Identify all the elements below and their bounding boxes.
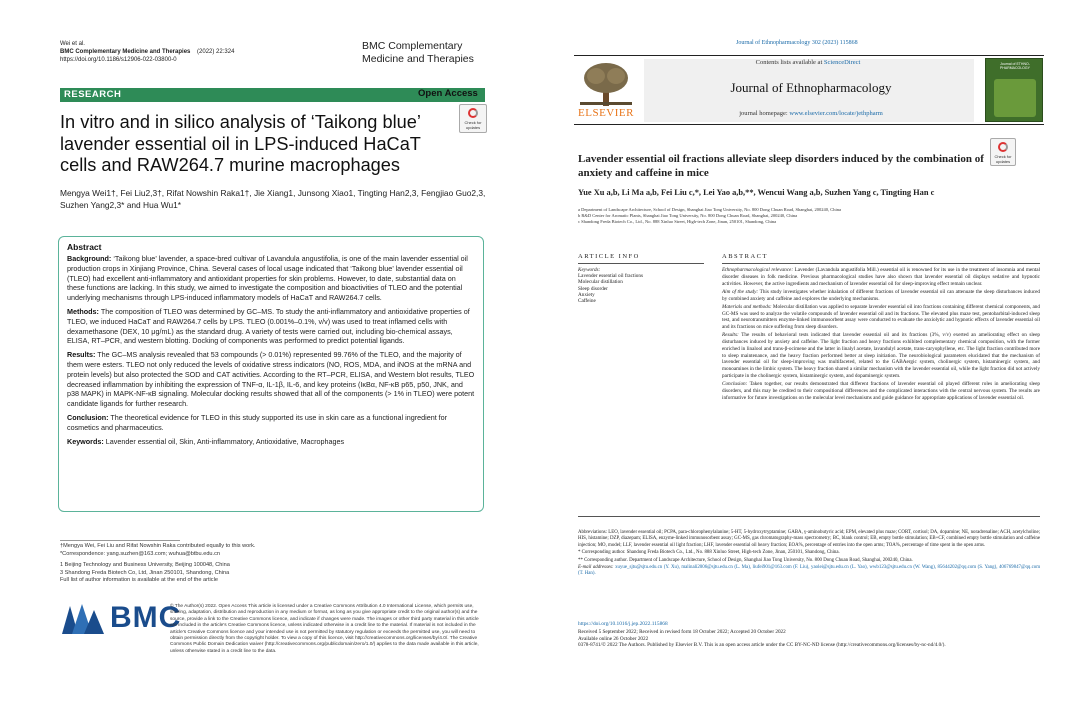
check-for-updates-badge[interactable] bbox=[990, 138, 1016, 166]
abstract-results: Results: The GC–MS analysis revealed that 53 compounds (> 0.01%) represented 99.76% of the TLEO, and the majority of them were esters. TLEO not only reduced the levels of oxidative stress indicators (NO, ROS, MDA, and iNOS at the mRNA and protein levels) but also protected the SOD and CAT activities. According to the RT–PCR, ELISA, and Western blot results, TLEO decreased inflammation by inhibiting the expression of TNF-α, IL-1β, IL-6, and key proteins (IκBα, NF-κB p65, p50, JNK, and p38 MAPK) in MAPK-NF-κB signaling. Molecular docking results showed that all of the components (> 1% in TLEO) were potent candidate ligands for further research. bbox=[67, 350, 475, 409]
abstract-methods: Methods: The composition of TLEO was determined by GC–MS. To study the anti-inflammatory and antioxidative properties of TLEO, we induced HaCaT and RAW264.7 cells by LPS. TLEO (0.001%–0.1%, v/v) was used to treat inflamed cells with dexamethasone (DEX, 10 μg/mL) as the standard drug. A variety of tests were carried out, including bio-chemical assays, ELISA, RT–PCR, and western blotting. Docking of components was performed to predict potential ligands. bbox=[67, 306, 470, 346]
affiliation-c: c Shandong Freda Biotech Co., Ltd., No. 888 Xinluo Street, High-tech Zone, Jinan, 250101, Shandong, China bbox=[578, 219, 777, 225]
elsevier-wordmark: ELSEVIER bbox=[578, 107, 634, 119]
abstract-relevance: Ethnopharmacological relevance: Lavender (Lavandula angustifolia Mill.) essential oil is renowned for its use in the treatment of insomnia and mental disorder diseases in folk medicine. Previous pharmacological studies have also shown that lavender essential oil displays sedative and hypnotic activities. However, the active ingredients and mechanism of lavender essential oil for sleep-improving effect remain unclear. bbox=[722, 267, 1040, 287]
corresponding-author-1: * Corresponding author. Shandong Freda Biotech Co., Ltd., No. 888 Xinluo Street, High-tech Zone, Jinan, 250101, Shandong, China. bbox=[578, 550, 840, 556]
author-list: Yue Xu a,b, Li Ma a,b, Fei Liu c,*, Lei Yao a,b,**, Wencui Wang a,b, Suzhen Yang c, Tingting Han c bbox=[578, 188, 935, 197]
abstract-methods: Materials and methods: Molecular distillation was applied to separate lavender essential oil into fractions containing different chemical components, and GC-MS was used to analyze the volatile compounds of lavender essential oil and its fractions. The elevated plus maze test, pentobarbital-induced sleep test, and neurotransmitters enzyme-linked immunosorbent assay were conducted to evaluate the anxiolytic and hypnotic effects of lavender essential oil and its fractions on mice suffering from sleep disorders. bbox=[722, 303, 1040, 330]
footnote-affil-1: 1 Beijing Technology and Business University, Beijing 100048, China bbox=[60, 562, 230, 569]
check-for-updates-badge[interactable] bbox=[459, 104, 487, 133]
keywords-heading: Keywords: bbox=[578, 267, 601, 273]
elsevier-article-page bbox=[538, 0, 1076, 717]
open-access-label: Open Access bbox=[418, 88, 478, 99]
abstract-keywords: Keywords: Lavender essential oil, Skin, Anti-inflammatory, Antioxidative, Macrophages bbox=[67, 436, 345, 446]
footnote-correspondence: *Correspondence: yang.suzhen@163.com; wuhua@btbu.edu.cn bbox=[60, 550, 221, 557]
journal-homepage-line bbox=[646, 110, 976, 117]
cover-title: Journal of ETHNO-PHARMACOLOGY bbox=[1000, 62, 1030, 71]
check-updates-icon bbox=[468, 108, 478, 118]
article-title: In vitro and in silico analysis of ‘Taikong blue’ lavender essential oil in LPS-induced HaCaT cells and RAW264.7 murine macrophages bbox=[60, 112, 421, 175]
sciencedirect-link[interactable]: ScienceDirect bbox=[823, 59, 861, 66]
article-meta bbox=[60, 40, 234, 64]
footnote-rule bbox=[60, 540, 180, 541]
meta-volume: (2022) 22:324 bbox=[197, 49, 235, 55]
journal-name: BMC Complementary Medicine and Therapies bbox=[362, 40, 474, 65]
article-title: Lavender essential oil fractions alleviate sleep disorders induced by the combination of anxiety and caffeine in mice bbox=[578, 153, 984, 179]
affiliations bbox=[578, 207, 1028, 226]
affiliation-b: b R&D Center for Aromatic Plants, Shanghai Jiao Tong University, No. 800 Dong Chuan Road, Shanghai, 200240, China bbox=[578, 213, 798, 219]
email-addresses: E-mail addresses: xuyue_sjtu@sjtu.edu.cn (Y. Xu), malinali2006@sjtu.edu.cn (L. Ma), liufei901@163.com (F. Liu), yaolei@sjtu.edu.cn (L. Yao), wwb123@sjtu.edu.cn (W. Wang), 85644202@qq.com (S. Yang), 406769847@qq.com (T. Han). bbox=[578, 565, 1040, 577]
bmc-logo-icon bbox=[62, 604, 106, 634]
divider bbox=[578, 516, 1040, 517]
abstract-results: Results: The results of behavioral tests indicated that lavender essential oil and its fractions (3%, v/v) exerted an ameliorating effect on sleep disturbances induced by anxiety and caffeine. The light fraction and heavy fractions exhibited complementary chemical composition, with the former enriched in linalool and trans-β-ocimene and the latter in linalyl acetate, lavandulyl acetate, trans-caryophyllene, etc. The light fraction contributed more to sleep maintenance, and the heavy fraction performed better at sleep initiation. The neurobiological parameters elucidated that the mechanism of lavender essential oil for sleep-improving was multifaceted, related to the GABAergic system, cholinergic system, histaminergic system, and monoamines in the limbic system. The heavy fraction shared a similar mechanism with the lavender essential oil, while the light fraction did not actively participate in the cholinergic system, histaminergic system, and dopaminergic system. bbox=[722, 332, 1040, 379]
keywords-list bbox=[578, 267, 704, 304]
keyword: Molecular distillation bbox=[578, 279, 623, 286]
received-dates: Received 5 September 2022; Received in revised form 18 October 2022; Accepted 20 October 2022 bbox=[578, 629, 786, 635]
abbreviations: Abbreviations: LEO, lavender essential oil; PCPA, para-chlorophenylalanine; 5-HT, 5-hydroxytryptamine; GABA, γ-aminobutyric acid; EPM, elevated plus maze; CORT, cortisol; DA, dopamine; NE, noradrenaline; ACH, acetylcholine; HIS, histamine; DZP, diazepam; ELISA, enzyme-linked immunosorbent assay; GC-MS, gas chromatography-mass spectrometry; BC, blank control; EB, empty bottle stimulation; EB+CF, combined empty bottle stimulation and caffeine injection; MO, model; LLF, lavender essential oil light fraction; LHF, lavender essential oil heavy fraction; EOA%, percentage of entries into the open arms; TOA%, percentage of time spent in the open arms. bbox=[578, 530, 1040, 548]
contents-prefix: Contents lists available at bbox=[755, 59, 824, 66]
abstract-heading: ABSTRACT bbox=[722, 253, 768, 260]
meta-journal: BMC Complementary Medicine and Therapies bbox=[60, 49, 191, 55]
license-text: © The Author(s) 2022. Open Access This article is licensed under a Creative Commons Attribution 4.0 International License, which permits use, sharing, adaptation, distribution and reproduction in any medium or format, as long as you give appropriate credit to the original author(s) and the source, provide a link to the Creative Commons licence, and indicate if changes were made. The images or other third party material in this article are included in the article's Creative Commons licence, unless indicated otherwise in a credit line to the material. If material is not included in the article's Creative Commons licence and your intended use is not permitted by statutory regulation or exceeds the permitted use, you will need to obtain permission directly from the copyright holder. To view a copy of this licence, visit http://creativecommons.org/licenses/by/4.0/. The Creative Commons Public Domain Dedication waiver (http://creativecommons.org/publicdomain/zero/1.0/) applies to the data made available in this article, unless otherwise stated in a credit line to the data. bbox=[170, 604, 479, 654]
check-updates-label: Check for updates bbox=[464, 120, 482, 130]
keyword: Lavender essential oil fractions bbox=[578, 273, 643, 280]
abstract-body bbox=[722, 267, 1040, 403]
copyright-line: 0378-8741/© 2022 The Authors. Published by Elsevier B.V. This is an open access article under the CC BY-NC-ND license (http://creativecommons.org/licenses/by-nc-nd/4.0/). bbox=[578, 642, 946, 649]
affiliation-a: a Department of Landscape Architecture, School of Design, Shanghai Jiao Tong University, No. 800 Dong Chuan Road, Shanghai, 200240, China bbox=[578, 207, 842, 212]
bmc-wordmark: BMC bbox=[110, 601, 182, 634]
email-links[interactable]: xuyue_sjtu@sjtu.edu.cn (Y. Xu), malinali2006@sjtu.edu.cn (L. Ma), liufei901@163.com (F. Liu), yaolei@sjtu.edu.cn (L. Yao), wwb123@sjtu.edu.cn (W. Wang), 85644202@qq.com (S. Yang), 406769847@qq.com (T. Han). bbox=[578, 565, 1040, 577]
abstract-conclusion: Conclusion: The theoretical evidence for TLEO in this study supported its use in skin care as a functional ingredient for cosmetics and pharmaceutics. bbox=[67, 412, 448, 432]
keyword: Anxiety bbox=[578, 291, 595, 298]
abstract-aim: Aim of the study: This study investigates whether inhalation of different fractions of lavender essential oil can attenuate the sleep disturbances induced by combined anxiety and caffeine and explores the underlying mechanisms. bbox=[722, 288, 1040, 302]
footnotes bbox=[60, 540, 300, 585]
check-updates-icon bbox=[998, 142, 1008, 152]
corresponding-author-2: ** Corresponding author. Department of Landscape Architecture, School of Design, Shanghai Jiao Tong University, No. 800 Dong Chuan Road, Shanghai, 200240, China. bbox=[578, 557, 913, 563]
contents-line bbox=[658, 59, 958, 66]
abstract-background: Background: ‘Taikong blue’ lavender, a space-bred cultivar of Lavandula angustifolia, is one of the main lavender essential oil production crops in Xinjiang Province, China. Several cases of local usage indicated that ‘Taikong blue’ lavender essential oil (TLEO) had excellent anti-inflammatory and antioxidant properties for skin problems. However, to date, substantial data on these functions are lacking. In this study, we aimed to investigate the composition and bioactivities of TLEO and the potential underlying mechanisms through LPS-induced inflammatory models of HaCaT and RAW264.7 cells. bbox=[67, 254, 468, 303]
article-info-heading: ARTICLE INFO bbox=[578, 253, 640, 260]
homepage-prefix: journal homepage: bbox=[739, 110, 790, 117]
footnote-full-list: Full list of author information is available at the end of the article bbox=[60, 577, 218, 584]
section-label: RESEARCH bbox=[64, 89, 122, 100]
abstract-conclusion: Conclusion: Taken together, our results demonstrated that different fractions of lavender essential oil played different roles in ameliorating sleep disorders, and this may be credited to their compositional differences and the complicated interactions with the central nervous system. The results are informative for future investigations on the molecular level mechanisms and guide guidance for appropriate applications of lavender essential oil. bbox=[722, 381, 1040, 401]
cover-plant-icon bbox=[994, 79, 1036, 117]
abstract-box bbox=[58, 236, 484, 512]
keyword: Sleep disorder bbox=[578, 285, 608, 292]
journal-cover-image bbox=[985, 58, 1043, 122]
abstract-heading: Abstract bbox=[67, 242, 102, 252]
footnote-affil-3: 3 Shandong Freda Biotech Co, Ltd, Jinan 250101, Shandong, China bbox=[60, 569, 230, 576]
check-updates-label: Check for updates bbox=[994, 154, 1012, 164]
journal-title: Journal of Ethnopharmacology bbox=[730, 80, 892, 95]
available-online: Available online 26 October 2022 bbox=[578, 635, 649, 642]
meta-doi[interactable]: https://doi.org/10.1186/s12906-022-03800-0 bbox=[60, 57, 177, 63]
author-list: Mengya Wei1†, Fei Liu2,3†, Rifat Nowshin Raka1†, Jie Xiang1, Junsong Xiao1, Tingting Han2,3, Fengjiao Guo2,3, Suzhen Yang2,3* and Hua Wu1* bbox=[60, 188, 486, 210]
article-dates bbox=[578, 629, 1040, 649]
footnote-equal-contribution: †Mengya Wei, Fei Liu and Rifat Nowshin Raka contributed equally to this work. bbox=[60, 543, 256, 549]
journal-citation-line[interactable]: Journal of Ethnopharmacology 302 (2023) 115868 bbox=[736, 40, 858, 46]
doi-link[interactable]: https://doi.org/10.1016/j.jep.2022.115868 bbox=[578, 621, 668, 627]
divider bbox=[578, 263, 704, 264]
footnotes bbox=[578, 530, 1040, 579]
elsevier-tree-icon bbox=[574, 60, 638, 108]
divider bbox=[722, 263, 1040, 264]
meta-authors: Wei et al. bbox=[60, 41, 85, 47]
keyword: Caffeine bbox=[578, 298, 596, 305]
homepage-link[interactable]: www.elsevier.com/locate/jethpharm bbox=[789, 110, 883, 117]
